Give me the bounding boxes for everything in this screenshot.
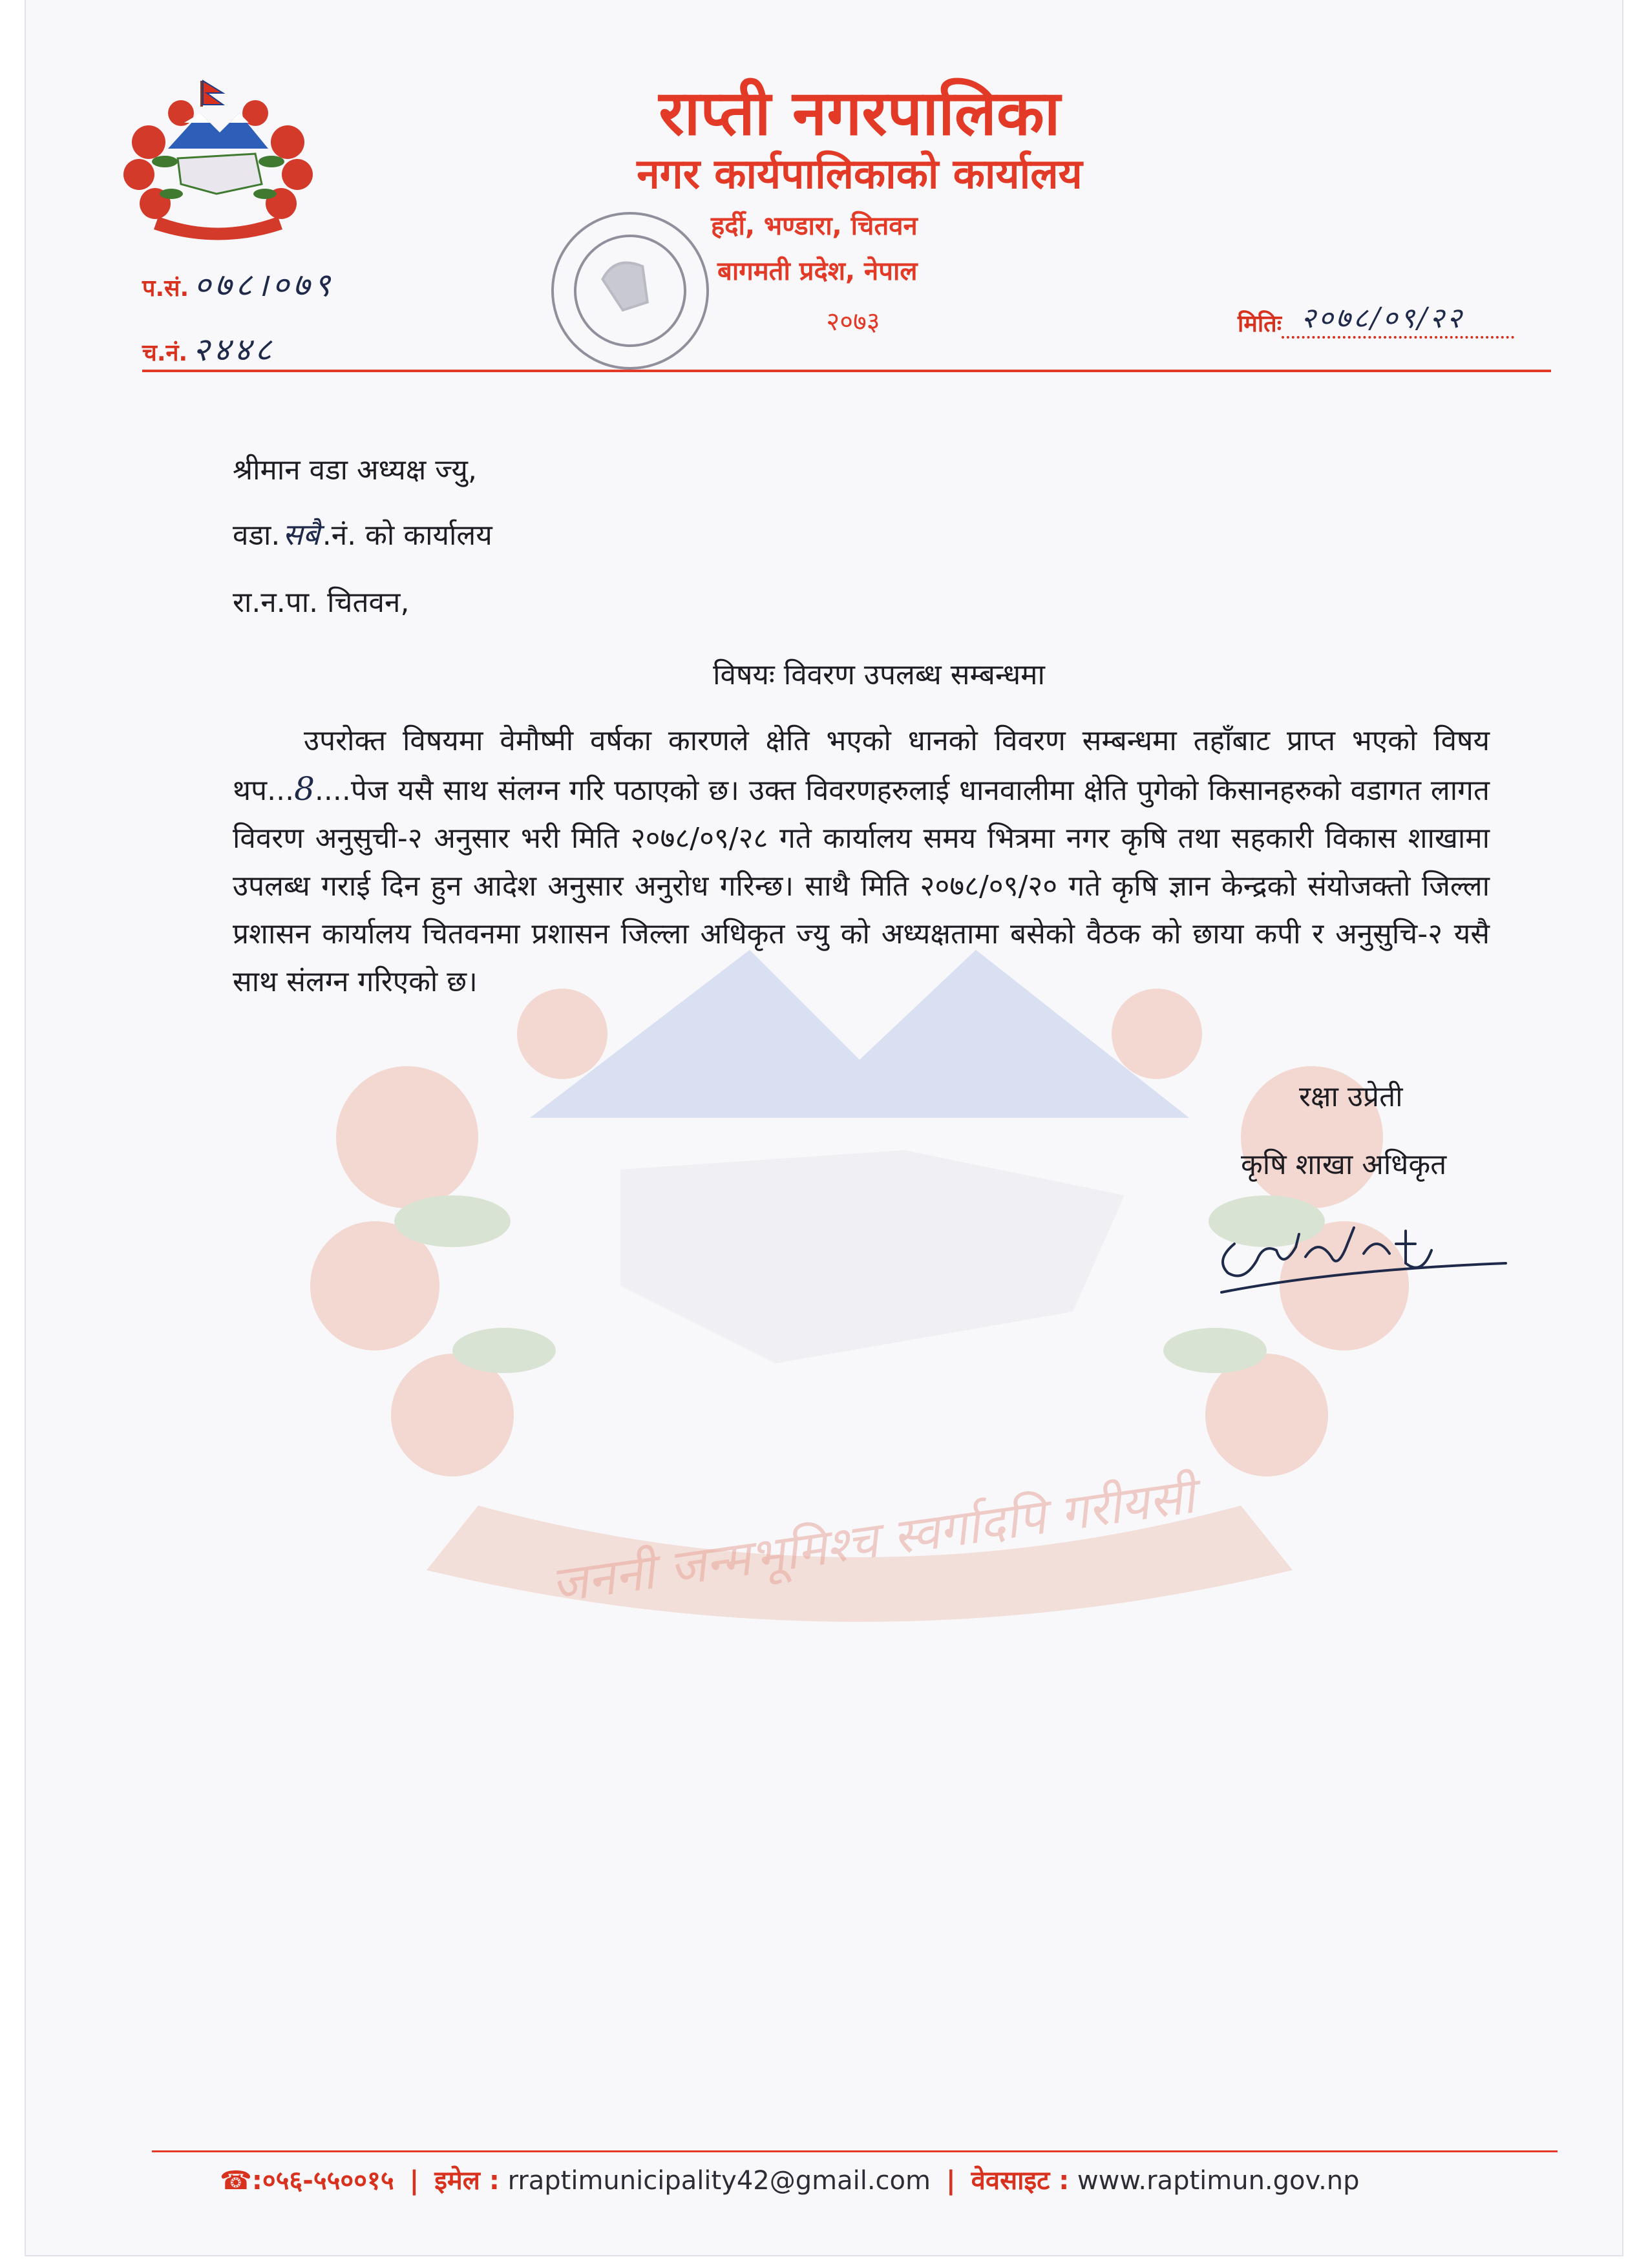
footer-phone: :०५६-५५००१५ (251, 2166, 394, 2196)
body-page-count: 8 (294, 770, 315, 808)
dispatch-number (142, 326, 275, 370)
office-subtitle: नगर कार्यपालिकाको कार्यालय (637, 151, 1083, 198)
body-part1: उपरोक्त विषयमा वेमौष्मी वर्षका कारणले क्षेति भएको धानको विवरण सम्बन्धमा तहाँबाट प्राप्त भएको विषय थप... (233, 724, 1490, 807)
national-emblem (120, 78, 317, 246)
recipient-ward-value: सबै (282, 517, 320, 552)
cn-label: च.नं. (142, 340, 188, 366)
date-field (1238, 304, 1561, 339)
cn-value: २४४८ (193, 331, 276, 368)
reference-number (142, 262, 334, 306)
date-dotted-line (1282, 304, 1514, 339)
recipient-line2 (233, 514, 492, 554)
footer-website-label: वेवसाइट : (971, 2166, 1070, 2196)
recipient-ward-suffix: .नं. को कार्यालय (322, 519, 492, 552)
municipality-title: राप्ती नगरपालिका (659, 77, 1061, 149)
office-established-year: २०७३ (826, 307, 880, 337)
date-label: मितिः (1238, 311, 1282, 337)
letter-body (233, 717, 1490, 1006)
footer-website[interactable]: www.raptimun.gov.np (1077, 2166, 1360, 2196)
footer-separator: | (945, 2166, 956, 2196)
recipient-line1: श्रीमान वडा अध्यक्ष ज्यु, (233, 454, 477, 487)
ps-value: ०७८।०७९ (194, 266, 335, 304)
office-stamp (523, 194, 737, 388)
signatory-post: कृषि शाखा अधिकृत (1241, 1148, 1447, 1181)
signatory-name: रक्षा उप्रेती (1299, 1080, 1403, 1113)
body-part2: ....पेज यसै साथ संलग्न गरि पठाएको छ। उक्त विवरणहरुलाई धानवालीमा क्षेति पुगेको किसानहरुको वडागत लागत विवरण अनुसुची-२ अनुसार भरी मिति २०७८/०९/२८ गते कार्यालय समय भित्रमा नगर कृषि तथा सहकारी विकास शाखामा उपलब्ध गराई दिन हुन आदेश अनुसार अनुरोध गरिन्छ। साथै मिति २०७८/०९/२० गते कृषि ज्ञान केन्द्रको संयोजक्तो जिल्ला प्रशासन कार्यालय चितवनमा प्रशासन जिल्ला अधिकृत ज्यु को अध्यक्षतामा बसेको वैठक को छाया कपी र अनुसुचि-२ यसै साथ संलग्न गरिएको छ। (233, 774, 1490, 998)
footer-separator: | (409, 2166, 419, 2196)
watermark-motto: जननी जन्मभूमिश्च स्वर्गादपि गरीयसी (547, 1466, 1198, 1614)
date-value: २०७८/०९/२२ (1300, 302, 1464, 335)
footer-email[interactable]: rraptimunicipality42@gmail.com (507, 2166, 931, 2196)
office-address-line1: हर्दी, भण्डारा, चितवन (711, 211, 918, 241)
footer-divider (152, 2150, 1558, 2152)
ps-label: प.सं. (142, 275, 189, 302)
header-divider (142, 370, 1551, 372)
office-address-line2: बागमती प्रदेश, नेपाल (717, 257, 918, 286)
phone-icon: ☎ (220, 2166, 252, 2196)
recipient-ward-prefix: वडा. (233, 519, 280, 552)
letter-sheet (26, 0, 1622, 2255)
footer-email-label: इमेल : (434, 2166, 500, 2196)
letter-subject: विषयः विवरण उपलब्ध सम्बन्धमा (713, 658, 1045, 691)
handwritten-signature (1209, 1199, 1512, 1302)
letterhead-footer (220, 2161, 1512, 2197)
recipient-line3: रा.न.पा. चितवन, (233, 586, 410, 619)
